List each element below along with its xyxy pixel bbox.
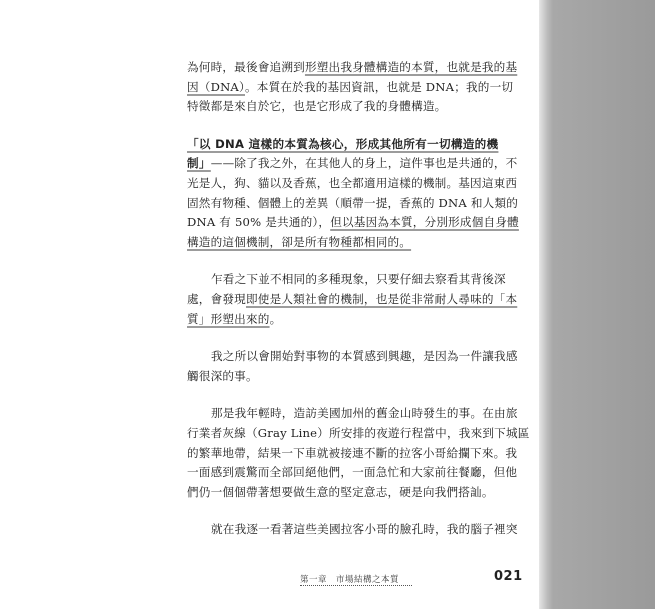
body-text: [187, 58, 530, 558]
text-line: 的繁華地帶，結果一下車就被接連不斷的拉客小哥給攔下來。我: [187, 445, 518, 460]
text-line: [187, 78, 514, 98]
text-run: 。: [269, 311, 282, 326]
text-line: [187, 135, 497, 155]
text-line: [187, 213, 519, 233]
paragraph-5: [187, 404, 530, 502]
text-run: DNA 有 50% 是共通的），: [187, 215, 331, 230]
text-line: 就在我逐一看著這些美國拉客小哥的臉孔時，我的腦子裡突: [211, 522, 518, 537]
text-line: 觸很深的事。: [187, 368, 258, 383]
emphasized-text: 「以 DNA 這樣的本質為核心，形成其他所有一切構造的機: [187, 136, 499, 151]
page-number: 021: [494, 569, 523, 584]
underlined-text: 即使是人類社會的機制，也是從非常耐人尋味的「本: [245, 291, 518, 306]
paragraph-6: [187, 520, 518, 540]
paragraph-2: [187, 135, 519, 253]
paragraph-1: [187, 58, 518, 117]
paragraph-4: [187, 347, 518, 386]
dotted-rule: [300, 585, 412, 586]
text-line: 那是我年輕時，造訪美國加州的舊金山時發生的事。在由旅: [211, 406, 518, 421]
text-line: 光是人，狗、貓以及香蕉，也全都適用這樣的機制。基因這東西: [187, 175, 518, 190]
paragraph-3: [187, 270, 518, 329]
text-run: 處，會發現: [187, 291, 246, 306]
text-line: 乍看之下並不相同的多種現象，只要仔細去察看其背後深: [211, 272, 506, 287]
text-line: 行業者灰線（Gray Line）所安排的夜遊行程當中，我來到下城區: [187, 425, 530, 440]
text-line: [187, 58, 518, 78]
underlined-text: 形塑出我身體構造的本質，也就是我的基: [304, 60, 518, 74]
text-line: [187, 154, 518, 174]
underlined-text: 因（DNA）: [187, 79, 245, 94]
emphasized-text: 制」: [187, 156, 211, 171]
page-edge-shadow: [539, 0, 655, 609]
text-line: [187, 290, 518, 310]
text-line: 特徵都是來自於它，也是它形成了我的身體構造。: [187, 99, 447, 114]
text-line: 我之所以會開始對事物的本質感到興趣，是因為一件讓我感: [211, 349, 518, 364]
text-line: 一面感到震驚而全部回絕他們，一面急忙和大家前往餐廳，但他: [187, 465, 518, 480]
underlined-text: 但以基因為本質，分別形成個自身體: [330, 215, 519, 230]
text-run: 。本質在於我的基因資訊，也就是 DNA；我的一切: [245, 79, 514, 94]
text-line: [187, 233, 497, 253]
text-run: 為何時，最後會追溯到: [187, 60, 305, 74]
text-run: ——除了我之外，在其他人的身上，這件事也是共通的，不: [210, 156, 518, 171]
text-line: [187, 310, 497, 330]
underlined-text: 構造的這個機制，卻是所有物種都相同的。: [187, 234, 412, 249]
text-line: 固然有物種、個體上的差異（順帶一提，香蕉的 DNA 和人類的: [187, 195, 519, 210]
page-footer: [300, 571, 530, 591]
underlined-text: 質」形塑出來的: [187, 311, 270, 326]
chapter-title: 第一章 市場結構之本質: [300, 575, 400, 585]
text-line: 們仍一個個帶著想要做生意的堅定意志，硬是向我們搭訕。: [187, 484, 494, 499]
